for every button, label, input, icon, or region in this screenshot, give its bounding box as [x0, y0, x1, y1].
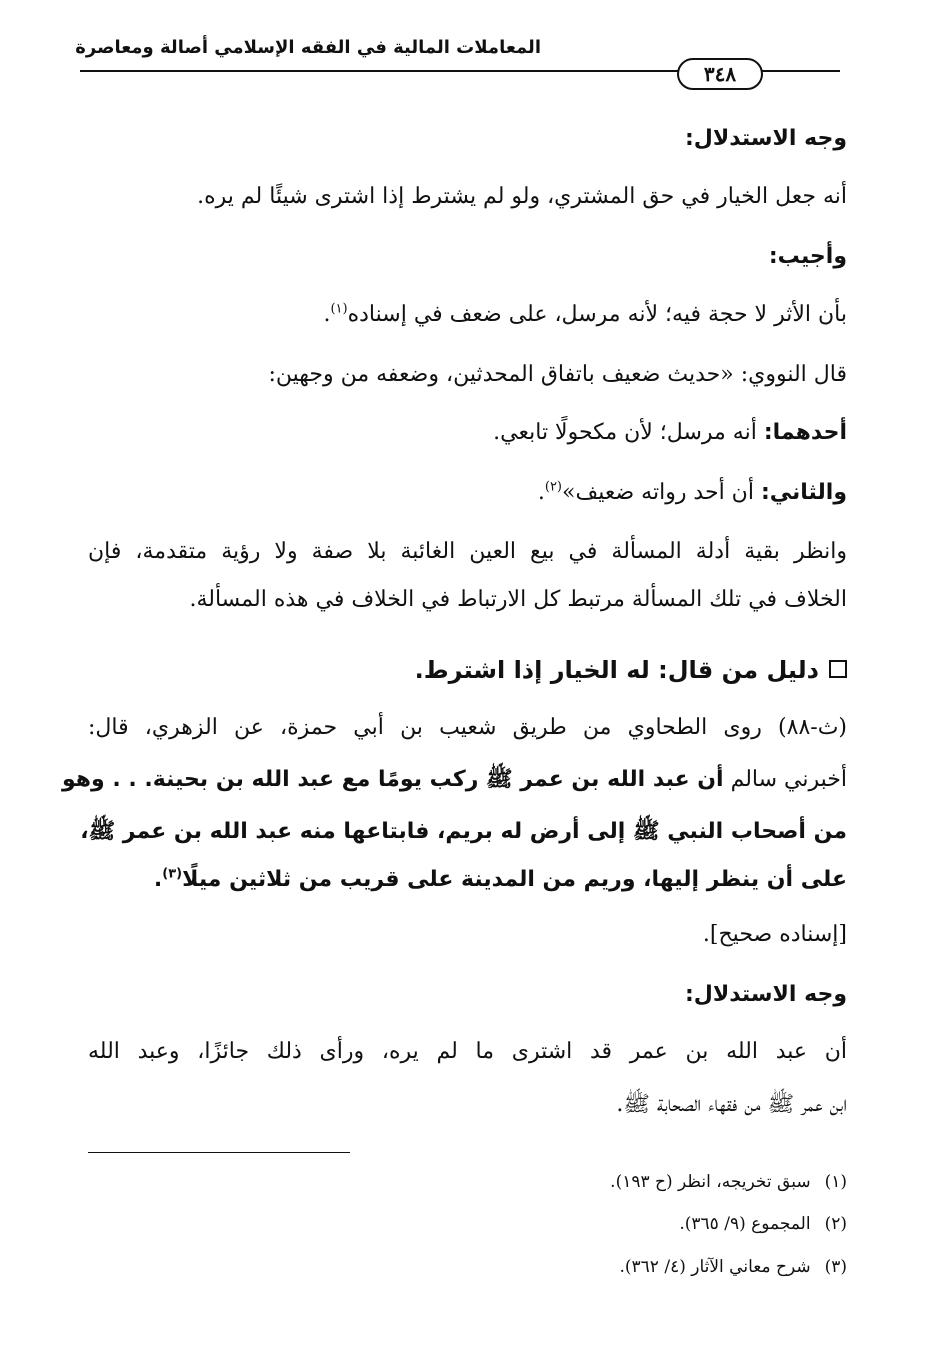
footnote-ref: (٣)	[162, 866, 183, 882]
paragraph-line: الخلاف في تلك المسألة مرتبط كل الارتباط في الخلاف في هذه المسألة.	[189, 587, 847, 612]
checkbox-square-icon	[829, 660, 847, 678]
footnote-number: (١)	[824, 1172, 847, 1192]
line-end: .	[153, 867, 163, 892]
bold-term: أحدهما:	[763, 420, 847, 445]
line-text: أخبرني سالم	[723, 767, 847, 792]
section-label: وجه الاستدلال:	[684, 982, 847, 1007]
line-text: على أن ينظر إليها، وريم من المدينة على قريب من ثلاثين ميلًا	[182, 867, 847, 892]
paragraph-line: أنه جعل الخيار في حق المشتري، ولو لم يشترط إذا اشترى شيئًا لم يره.	[197, 184, 847, 209]
footnote	[619, 1255, 847, 1279]
section-heading	[415, 655, 847, 685]
paragraph-line	[61, 765, 847, 795]
running-title: المعاملات المالية في الفقه الإسلامي أصالة ومعاصرة	[75, 37, 541, 58]
footnote-text: سبق تخريجه، انظر (ح ١٩٣).	[610, 1172, 811, 1192]
paragraph-line	[538, 478, 847, 508]
footnote-number: (٢)	[824, 1214, 847, 1234]
footnote-ref: (٢)	[544, 479, 562, 495]
paragraph-line	[323, 300, 847, 330]
paragraph-line: قال النووي: «حديث ضعيف باتفاق المحدثين، وضعفه من وجهين:	[268, 362, 847, 387]
line-text: أنه مرسل؛ لأن مكحولًا تابعي.	[493, 420, 764, 445]
footnote	[679, 1212, 847, 1236]
paragraph-line	[493, 418, 847, 448]
paragraph-line: أن عبد الله بن عمر قد اشترى ما لم يره، ورأى ذلك جائزًا، وعبد الله	[88, 1039, 847, 1064]
footnote-text: المجموع (٩/ ٣٦٥).	[679, 1214, 811, 1234]
line-text: بأن الأثر لا حجة فيه؛ لأنه مرسل، على ضعف في إسناده	[347, 302, 847, 327]
footnote	[610, 1170, 847, 1194]
section-label: وأجيب:	[768, 244, 847, 269]
paragraph-line: [إسناده صحيح].	[702, 922, 847, 947]
page-number: ٣٤٨	[677, 58, 763, 90]
footnote-ref: (١)	[330, 301, 348, 317]
paragraph-line-bold	[154, 865, 847, 895]
line-end: .	[323, 302, 331, 327]
line-end: .	[537, 480, 545, 505]
footnote-separator	[88, 1152, 350, 1153]
paragraph-line: وانظر بقية أدلة المسألة في بيع العين الغائبة بلا صفة ولا رؤية متقدمة، فإن	[88, 539, 847, 564]
paragraph-line-bold: من أصحاب النبي ﷺ إلى أرض له بريم، فابتاعها منه عبد الله بن عمر ﷺ،	[80, 819, 847, 844]
footnote-text: شرح معاني الآثار (٤/ ٣٦٢).	[619, 1257, 811, 1277]
section-label: وجه الاستدلال:	[684, 126, 847, 151]
paragraph-line: (ث-٨٨) روى الطحاوي من طريق شعيب بن أبي حمزة، عن الزهري، قال:	[88, 715, 847, 740]
line-text: أن أحد رواته ضعيف»	[562, 480, 761, 505]
footnote-number: (٣)	[824, 1257, 847, 1277]
paragraph-line: ابن عمر ﷺ من فقهاء الصحابة ﷺ.	[616, 1092, 847, 1117]
bold-quote: أن عبد الله بن عمر ﷺ ركب يومًا مع عبد الله بن بحينة. . . وهو	[61, 767, 724, 792]
bold-term: والثاني:	[760, 480, 847, 505]
heading-text: دليل من قال: له الخيار إذا اشترط.	[414, 656, 819, 684]
